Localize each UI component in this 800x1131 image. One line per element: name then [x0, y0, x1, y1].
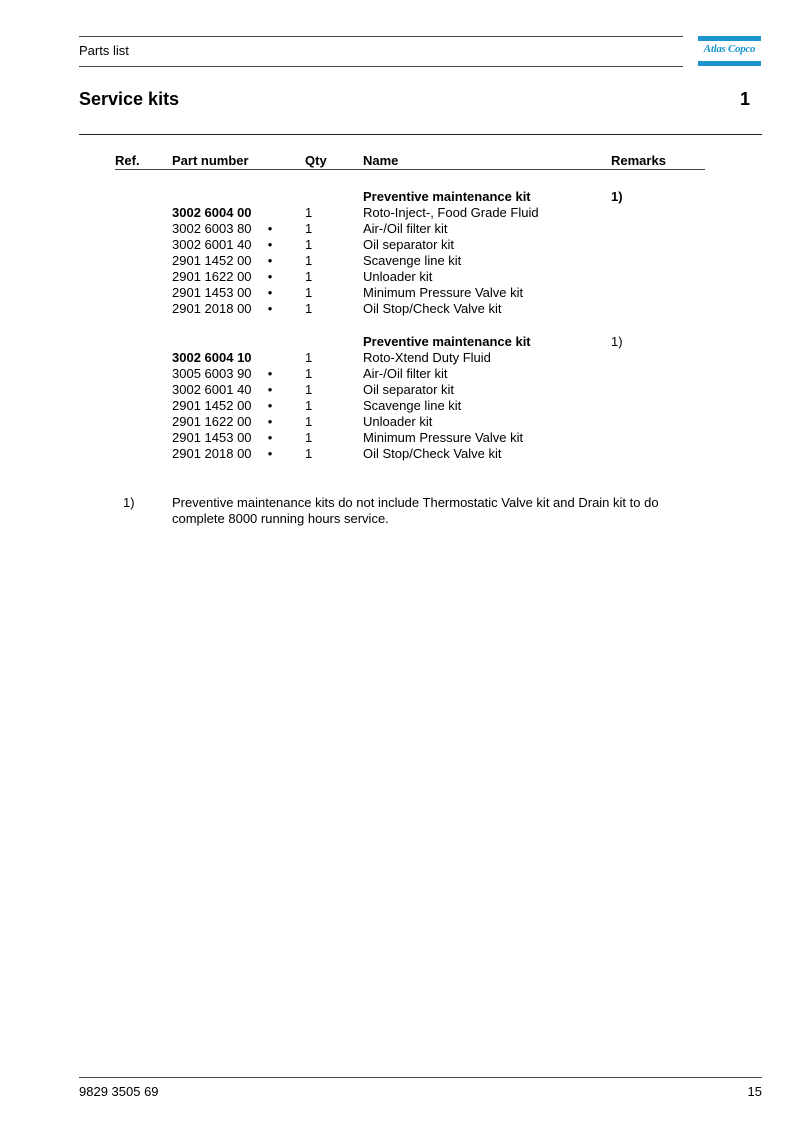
kit-qty: 1	[305, 350, 313, 365]
part-number: 3005 6003 90	[172, 366, 252, 381]
header-label: Parts list	[79, 43, 129, 58]
kit-qty: 1	[305, 205, 313, 220]
group-heading-remark: 1)	[611, 334, 623, 349]
table-header-rule	[115, 169, 705, 170]
table-row	[0, 430, 800, 446]
section-title: Service kits	[79, 89, 180, 109]
group-heading	[0, 189, 800, 205]
bullet: •	[267, 382, 273, 397]
footer-doc-number: 9829 3505 69	[79, 1084, 159, 1099]
table-row	[0, 366, 800, 382]
kit-name: Roto-Xtend Duty Fluid	[363, 350, 491, 365]
group-heading-name: Preventive maintenance kit	[363, 189, 531, 204]
kit-part-number: 3002 6004 10	[172, 350, 252, 365]
kit-row	[0, 205, 800, 221]
bullet: •	[267, 237, 273, 252]
footer-page-number: 15	[747, 1084, 762, 1099]
part-number: 2901 2018 00	[172, 301, 252, 316]
bullet: •	[267, 366, 273, 381]
qty: 1	[305, 269, 313, 284]
bullet: •	[267, 301, 273, 316]
section-rule	[79, 134, 762, 135]
footnote-ref: 1)	[123, 495, 135, 510]
footer-rule	[79, 1077, 762, 1078]
part-number: 3002 6001 40	[172, 382, 252, 397]
part-name: Oil Stop/Check Valve kit	[363, 446, 502, 461]
brand-logo	[698, 36, 761, 66]
group-heading	[0, 334, 800, 350]
col-header-qty: Qty	[305, 153, 327, 168]
qty: 1	[305, 366, 313, 381]
part-number: 2901 1452 00	[172, 398, 252, 413]
bullet: •	[267, 430, 273, 445]
qty: 1	[305, 285, 313, 300]
bullet: •	[267, 446, 273, 461]
part-number: 2901 1622 00	[172, 414, 252, 429]
bullet: •	[267, 269, 273, 284]
part-name: Minimum Pressure Valve kit	[363, 285, 524, 300]
table-row	[0, 382, 800, 398]
table-row	[0, 414, 800, 430]
part-number: 2901 1453 00	[172, 285, 252, 300]
logo-text: Atlas Copco	[703, 43, 756, 55]
part-name: Minimum Pressure Valve kit	[363, 430, 524, 445]
col-header-part-number: Part number	[172, 153, 249, 168]
table-row	[0, 446, 800, 462]
table-row	[0, 253, 800, 269]
table-row	[0, 269, 800, 285]
table-row	[0, 221, 800, 237]
table-row	[0, 398, 800, 414]
col-header-ref: Ref.	[115, 153, 140, 168]
header-bottom-rule	[79, 66, 683, 67]
col-header-remarks: Remarks	[611, 153, 666, 168]
part-name: Scavenge line kit	[363, 398, 462, 413]
part-name: Oil Stop/Check Valve kit	[363, 301, 502, 316]
col-header-name: Name	[363, 153, 399, 168]
part-name: Unloader kit	[363, 269, 433, 284]
kit-name: Roto-Inject-, Food Grade Fluid	[363, 205, 539, 220]
part-name: Air-/Oil filter kit	[363, 366, 448, 381]
part-number: 2901 1622 00	[172, 269, 252, 284]
table-row	[0, 237, 800, 253]
qty: 1	[305, 398, 313, 413]
qty: 1	[305, 237, 313, 252]
group-heading-remark: 1)	[611, 189, 623, 204]
kit-part-number: 3002 6004 00	[172, 205, 252, 220]
part-name: Unloader kit	[363, 414, 433, 429]
part-name: Scavenge line kit	[363, 253, 462, 268]
bullet: •	[267, 253, 273, 268]
qty: 1	[305, 253, 313, 268]
part-number: 3002 6001 40	[172, 237, 252, 252]
header-top-rule	[79, 36, 683, 37]
qty: 1	[305, 446, 313, 461]
part-name: Oil separator kit	[363, 382, 455, 397]
part-name: Air-/Oil filter kit	[363, 221, 448, 236]
qty: 1	[305, 301, 313, 316]
table-row	[0, 285, 800, 301]
bullet: •	[267, 221, 273, 236]
part-number: 2901 2018 00	[172, 446, 252, 461]
group-heading-name: Preventive maintenance kit	[363, 334, 531, 349]
part-number: 2901 1452 00	[172, 253, 252, 268]
qty: 1	[305, 382, 313, 397]
footnote-text: Preventive maintenance kits do not include Thermostatic Valve kit and Drain kit to do complete 8000 running hours service.	[172, 495, 659, 526]
table-row	[0, 301, 800, 317]
qty: 1	[305, 414, 313, 429]
bullet: •	[267, 285, 273, 300]
qty: 1	[305, 430, 313, 445]
logo-band-bottom	[698, 61, 761, 66]
logo-band-top	[698, 36, 761, 41]
qty: 1	[305, 221, 313, 236]
part-number: 3002 6003 80	[172, 221, 252, 236]
part-name: Oil separator kit	[363, 237, 455, 252]
part-number: 2901 1453 00	[172, 430, 252, 445]
section-number: 1	[739, 89, 750, 109]
bullet: •	[267, 398, 273, 413]
bullet: •	[267, 414, 273, 429]
kit-row	[0, 350, 800, 366]
